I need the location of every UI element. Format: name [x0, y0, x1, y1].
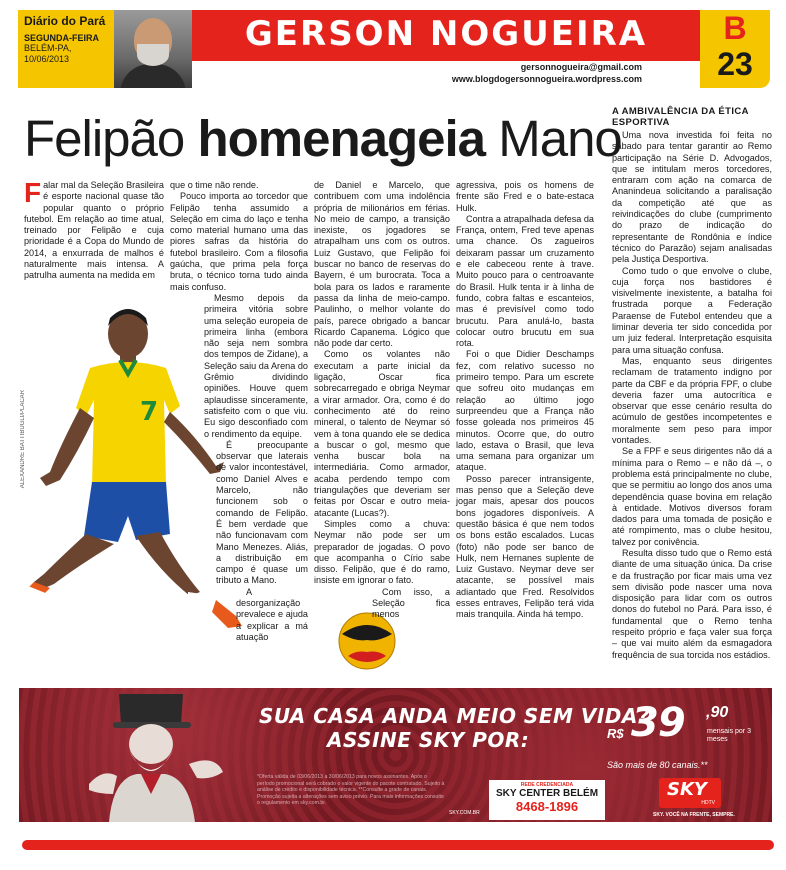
ad-price-cents: ,90: [706, 704, 729, 721]
page-number: 23: [717, 46, 753, 82]
edition-date: 10/06/2013: [24, 54, 70, 64]
svg-text:7: 7: [140, 397, 159, 427]
columnist-contact: [192, 58, 700, 88]
page-header: [0, 0, 786, 96]
sidebar-paragraph: Uma nova investida foi feita no sábado para tentar garantir ao Remo participação na Série D. Advogados, que se intitulam meros torcedores, entraram com ação na comarca de Ananindeua solicitando a paralisação da competição até que as reivindicações do clube (cumprimento do prazo de indicação do representante de Rondônia e índice técnico do Parazão) sejam analisadas pela Justiça Desportiva.: [612, 130, 772, 265]
ad-price: 39: [631, 700, 685, 746]
article-headline: [24, 108, 622, 170]
edition-place: BELÉM-PA,: [24, 43, 72, 53]
edition-info-box: [18, 10, 114, 88]
article-column-2: [170, 180, 308, 643]
article-paragraph-text: alar mal da Seleção Brasileira é esporte nacional quase tão popular quanto o próprio futebol. Em relação ao time atual, treinado por Felipão e cuja prioridade é a Copa do Mundo de 2014, a enxurrada de malhos é naturalmente mais intensa. A patrulha aumenta na medida em: [24, 180, 164, 281]
footer-bar: [22, 840, 774, 850]
columnist-photo-shirt: [120, 64, 186, 88]
article-paragraph: Mesmo depois da primeira vitória sobre uma seleção europeia de primeira linha (embora não seja nem sombra dos tempos de Zidane), a Seleção saiu da Arena do Grêmio dividindo opiniões. Houve quem aplaudisse sinceramente, satisfeito com o que viu. Eu sigo desconfiado com o rendimento da equipe.: [204, 292, 308, 439]
ad-headline-line-1: SUA CASA ANDA MEIO SEM VIDA?: [259, 704, 650, 728]
article-paragraph: Como os volantes não executam a parte inicial da ligação, Oscar fica sobrecarregado e obriga Neymar a virar armador. Ora, como é do conhecimento até do reino mineral, o talento de Neymar só vem à tona quando ele se dedica a buscar o gol, mesmo que venha buscar bola na intermediária. Como armador, acaba perdendo tempo com triangulações que deveriam ser feitas por Oscar e outro meia-atacante (Lucas?).: [314, 349, 450, 518]
drop-cap: F: [24, 177, 42, 208]
article-column-3: [314, 180, 450, 621]
article-paragraph: [24, 177, 164, 282]
newspaper-name: Diário do Pará: [24, 14, 106, 28]
photo-credit: ALEXANDRE BATTIBUGLI/PLACAR: [20, 390, 26, 489]
article-paragraph: Foi o que Didier Deschamps fez, com relativo sucesso no primeiro tempo. Para um escrete que sofreu oito mudanças em relação ao último jogo surpreendeu que a França não fosse goleada nos primeiros 45 minutos. Ocorre que, do outro lado, estava o Brasil, que leva uma semana para organizar um ataque.: [456, 349, 594, 473]
article-paragraph: agressiva, pois os homens de frente são Fred e o bate-estaca Hulk.: [456, 180, 594, 213]
football-ball: [338, 612, 396, 670]
sky-logo-text: SKY: [667, 779, 707, 800]
article-paragraph: Pouco importa ao torcedor que Felipão tenha assumido a Seleção em cima do laço e tenha como material humano uma das piores safras da história do futebol brasileiro. Com a filosofia gaúcha, que prima pela força bruta, o técnico torna tudo ainda mais confuso.: [170, 191, 308, 292]
article-paragraph: que o time não rende.: [170, 180, 259, 190]
ad-price-note: mensais por 3 meses: [707, 728, 751, 743]
article-paragraph: Posso parecer intransigente, mas penso que a Seleção deve jogar mais, apesar dos poucos bons jogadores disponíveis. A questão básica é que nem todos os bons estão escalados. Lucas (foto) não pode ser banco de Hulk, nem Hernanes suplente de Luiz Gustavo. Neymar deve ser atacante, se possível mais adiantado que Fred. Resolvidos esses entraves, Felipão terá vida mais tranquila. Ainda há tempo.: [456, 473, 594, 620]
headline-part-2: homenageia: [197, 110, 486, 167]
article-paragraph: É preocupante observar que laterais de valor incontestável, como Daniel Alves e Marcelo, não funcionem sob o comando de Felipão. É bem verdade que não funcionavam com Mano Menezes. Aliás, a distribuição em campo é quase um tributo a Mano.: [216, 439, 308, 586]
ad-slogan: SKY. VOCÊ NA FRENTE, SEMPRE.: [653, 812, 735, 818]
ad-website[interactable]: SKY.COM.BR: [449, 810, 480, 816]
article-paragraph: Simples como a chuva: Neymar não pode ser um preparador de jogadas. O povo que acompanha o Círio sabe disso. Felipão, que é do ramo, insiste em ignorar o fato.: [314, 518, 450, 586]
sky-advertisement: [19, 688, 772, 822]
article-column-4: [456, 180, 594, 621]
columnist-photo: [114, 10, 192, 88]
sidebar-paragraph: Mas, enquanto seus dirigentes reclamam de tratamento indigno por parte da CBF e da própria FPF, o clube deveria fazer uma autocrítica e observar que esse cenário resulta do acúmulo de gestões incompetentes e moralmente sem peso para impor vontades.: [612, 355, 772, 446]
columnist-photo-beard: [137, 44, 169, 66]
columnist-name: GERSON NOGUEIRA: [244, 14, 648, 54]
ad-store-phone[interactable]: 8468-1896: [515, 799, 579, 814]
ad-fine-print: *Oferta válida de 03/06/2013 a 30/06/2013 para novos assinantes. Após o período promocional será cobrado o valor vigente do pacote contratado. Sujeito à análise de crédito e disponibilidade técnica. **Consulte a grade de canais. Promoção sujeita a alterações sem aviso prévio. Para mais informações consulte o regulamento em sky.com.br.: [257, 774, 445, 807]
article-paragraph: A desorganização prevalece e ajuda a explicar a má atuação: [236, 586, 308, 642]
sky-logo: [659, 778, 721, 808]
ad-headline-line-2: ASSINE SKY POR:: [327, 728, 530, 752]
sidebar-column: [612, 106, 772, 661]
edition-weekday: SEGUNDA-FEIRA: [24, 33, 100, 43]
article-paragraph: Com isso, a Seleção fica menos: [372, 586, 450, 620]
article-paragraph: Contra a atrapalhada defesa da França, ontem, Fred teve apenas uma chance. Os zagueiros deixaram passar um cruzamento e ele cabeceou rente à trave. Muito pouco para o centroavante do Brasil. Hulk tenta ir à linha de fundo, cobra faltas e escanteios, mas é previsível como todo brucutu. Para anulá-lo, basta colocar outro brucutu em sua rota.: [456, 213, 594, 349]
ad-store-name: SKY CENTER BELÉM: [495, 788, 599, 799]
ad-store-label: REDE CREDENCIADA: [520, 782, 574, 788]
sidebar-paragraph: Resulta disso tudo que o Remo está diante de uma situação única. Da crise e da frustração por ficar mais uma vez sem divisão pode nascer uma nova disposição para lidar com os outros donos do futebol no Pará. Para isso, é fundamental que o Remo tenha respeito próprio e faça valer sua força – que vai muito além da esmagadora frequência de sua torcida nos estádios.: [612, 547, 772, 660]
sidebar-paragraph: Se a FPF e seus dirigentes não dá a mínima para o Remo – e não dá –, o problema está principalmente no clube, que se permitiu ao longo dos anos uma dependência quase bovina em relação à entidade. Motivos diversos foram dados para uma tomada de posição e até rompimento, mas o clube hesitou, talvez por conivência.: [612, 446, 772, 547]
article-paragraph: de Daniel e Marcelo, que contribuem com uma indolência própria de milionários em férias. No meio de campo, a transição inexiste, os jogadores se atrapalham uns com os outros. Luiz Gustavo, que Felipão foi buscar no banco de reservas do Bayern, é um burocrata. Toca a bola para os lados e raramente passa da linha de meio-campo. Paulinho, o melhor volante do país, parece obrigado a bancar Ricardo Capanema. Lógico que não pode dar certo.: [314, 180, 450, 349]
sidebar-paragraph: Como tudo o que envolve o clube, cuja força nos bastidores é visivelmente inexistente, a batalha foi frustrada porque a Federação Paraense de Futebol entendeu que a liminar deveria ter sido concedida por um juiz federal. Interpretação esquisita para uma situação confusa.: [612, 265, 772, 355]
columnist-email[interactable]: gersonnogueira@gmail.com: [520, 62, 642, 72]
page-number-box: [700, 10, 770, 88]
ad-channels: São mais de 80 canais.**: [607, 760, 708, 770]
columnist-banner: [192, 10, 700, 88]
ad-character-illustration: [89, 694, 229, 822]
sidebar-title: A AMBIVALÊNCIA DA ÉTICA ESPORTIVA: [612, 106, 749, 128]
ad-currency: R$: [607, 726, 624, 741]
section-letter: B: [723, 10, 747, 46]
columnist-blog[interactable]: www.blogdogersonnogueira.wordpress.com: [451, 74, 642, 84]
sky-logo-hdtv: HDTV: [701, 800, 715, 806]
ad-store-box: [489, 780, 605, 820]
headline-part-3: Mano: [485, 110, 622, 167]
article-column-1: [24, 177, 164, 282]
headline-part-1: Felipão: [24, 110, 198, 167]
